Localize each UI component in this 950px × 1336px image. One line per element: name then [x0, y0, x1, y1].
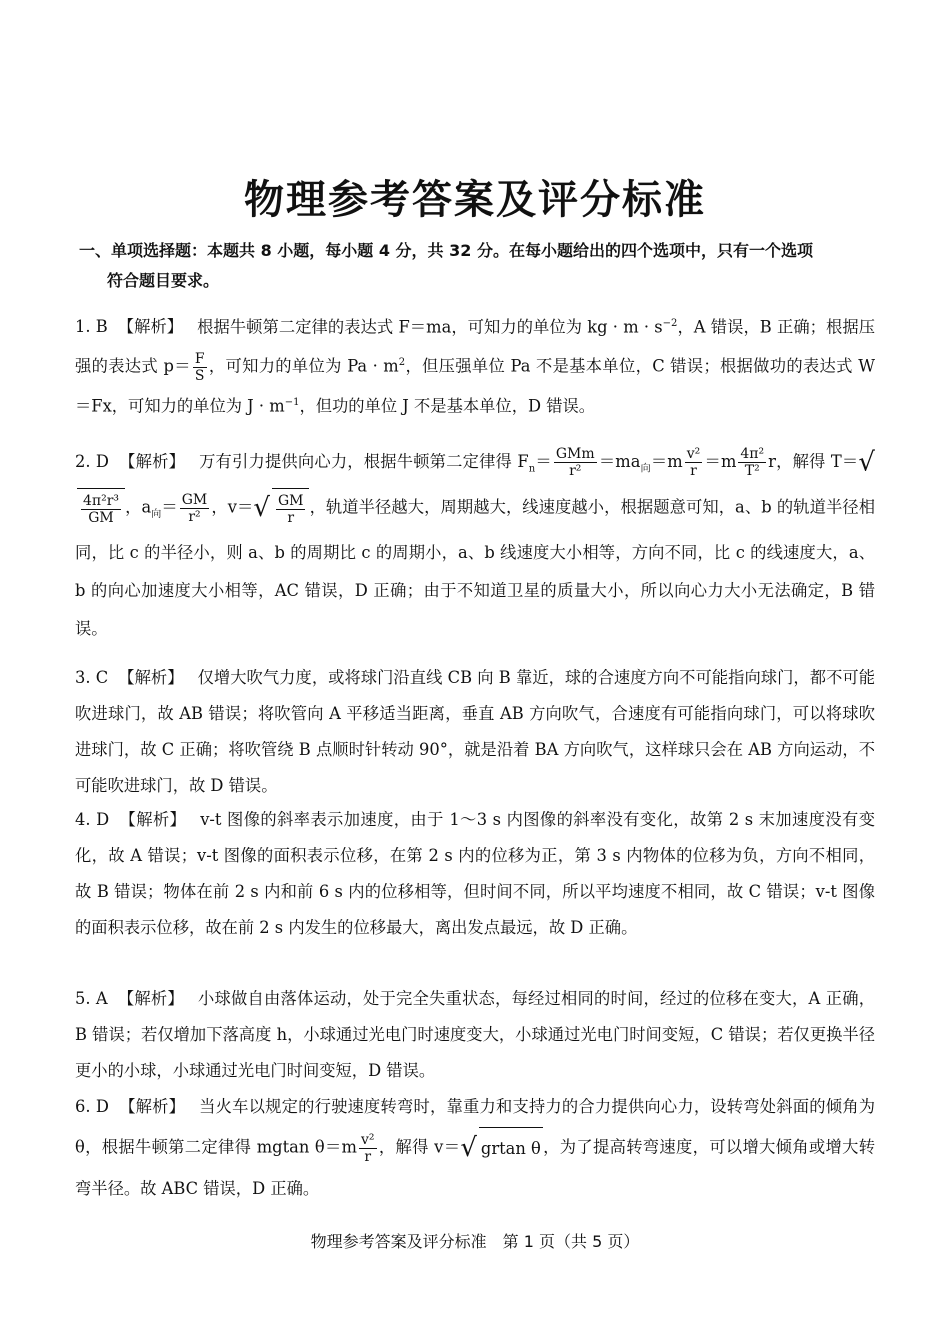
analysis-tag: 【解析】: [118, 668, 184, 687]
answer-2: 2. D 【解析】 万有引力提供向心力，根据牛顿第二定律得 $F_n=$ $\frac{\text{GMm}}{\text{r²}}$ $=ma_向=m$ $\frac{\text{v²}}{r}$ ＝m $\frac{\text{4π²}}{\text{T²}}$ r，解得 T＝√ $\frac{\text{4π²r³}}{GM}$ ，$a_向=$ $\frac{GM}{\text{r²}}$ ，v＝√ $\frac{GM}{r}$ ，轨道半径越大，周期越大，线速度越小，根据题意可知，a、b 的轨道半径相同，比 c 的半径小，则 a、b 的周期比 c 的周期小，a、b 线速度大小相等，方向不同，比 c 的线速度大，a、b 的向心加速度大小相等，AC 错误，D 正确；由于不知道卫星的质量大小，所以向心力大小无法确定，B 错误。: [75, 446, 875, 638]
answer-5: [75, 981, 875, 1089]
fraction-v2-over-r: $\frac{\text{v²}}{r}$: [361, 1131, 375, 1165]
analysis-tag: 【解析】: [119, 810, 187, 829]
answer-2-number: 2. D: [75, 452, 109, 471]
answer-5-text: 小球做自由落体运动，处于完全失重状态，每经过相同的时间，经过的位移在变大，A 正确，B 错误；若仅增加下落高度 h，小球通过光电门时速度变大，小球通过光电门时间变短，C 错误；若仅更换半径更小的小球，小球通过光电门时间变短，D 错误。: [75, 989, 875, 1080]
fraction-f-over-s: $\frac{F}{S}$: [194, 350, 205, 384]
answer-6-number: 6. D: [75, 1097, 109, 1116]
sqrt-symbol: √: [253, 493, 270, 524]
fraction-gm-over-r2: $\frac{GM}{\text{r²}}$: [181, 491, 208, 525]
section-heading-cont: 符合题目要求。: [107, 271, 220, 290]
answer-1: 1. B 【解析】 根据牛顿第二定律的表达式 F＝ma，可知力的单位为 kg · $m \cdot s^{-2}$，A 错误，B 正确；根据压强的表达式 p＝ $\frac{F}{S}$ ，可知力的单位为 $Pa \cdot m^2$，但压强单位 Pa 不是基本单位，C 错误；根据做功的表达式 W＝Fx，可知力的单位为 $J \cdot m^{-1}$，但功的单位 J 不是基本单位，D 错误。: [75, 317, 875, 416]
sqrt-symbol: √: [858, 447, 875, 478]
answer-6: 6. D 【解析】 当火车以规定的行驶速度转弯时，靠重力和支持力的合力提供向心力，设转弯处斜面的倾角为 θ，根据牛顿第二定律得 mgtan θ＝m $\frac{\text{v²}}{r}$ ，解得 v＝√ grtan θ ，为了提高转弯速度，可以增大倾角或增大转弯半径。故 ABC 错误，D 正确。: [75, 1097, 875, 1198]
answer-5-number: 5. A: [75, 989, 108, 1008]
answer-3: [75, 660, 875, 804]
page-title: 物理参考答案及评分标准: [244, 177, 706, 223]
answer-3-number: 3. C: [75, 668, 109, 687]
analysis-tag: 【解析】: [117, 989, 184, 1008]
answer-1-number: 1. B: [75, 317, 108, 337]
answer-4-text: v-t 图像的斜率表示加速度，由于 1～3 s 内图像的斜率没有变化，故第 2 s 末加速度没有变化，故 A 错误；v-t 图像的面积表示位移，在第 2 s 内的位移为正，第 3 s 内物体的位移为负，方向不相同，故 B 错误；物体在前 2 s 内和前 6 s 内的位移相等，但时间不同，所以平均速度不相同，故 C 错误；v-t 图像的面积表示位移，故在前 2 s 内发生的位移最大，离出发点最远，故 D 正确。: [75, 810, 875, 937]
analysis-tag: 【解析】: [118, 452, 186, 471]
sqrt-grtan: grtan θ: [479, 1127, 543, 1169]
fraction-v2-over-r: $\frac{\text{v²}}{r}$: [686, 446, 701, 479]
fraction-gmm-over-r2: $\frac{\text{GMm}}{\text{r²}}$: [555, 446, 595, 479]
section-heading: [79, 236, 879, 296]
answer-4: [75, 802, 875, 946]
fraction-4pi2-over-t2: $\frac{\text{4π²}}{\text{T²}}$: [740, 446, 765, 479]
answer-4-number: 4. D: [75, 810, 110, 829]
page-footer: 物理参考答案及评分标准 第 1 页（共 5 页）: [310, 1232, 640, 1251]
section-heading-text: 一、单项选择题：本题共 8 小题，每小题 4 分，共 32 分。在每小题给出的四个选项中，只有一个选项: [79, 241, 813, 260]
sqrt-velocity: $\frac{GM}{r}$: [272, 488, 310, 528]
answer-3-text: 仅增大吹气力度，或将球门沿直线 CB 向 B 靠近，球的合速度方向不可能指向球门，都不可能吹进球门，故 AB 错误；将吹管向 A 平移适当距离，垂直 AB 方向吹气，合速度有可能指向球门，可以将球吹进球门，故 C 正确；将吹管绕 B 点顺时针转动 90°，就是沿着 BA 方向吹气，这样球只会在 AB 方向运动，不可能吹进球门，故 D 错误。: [75, 668, 876, 795]
analysis-tag: 【解析】: [117, 317, 184, 337]
sqrt-period: $\frac{\text{4π²r³}}{GM}$: [77, 488, 125, 528]
sqrt-symbol: √: [460, 1133, 477, 1163]
analysis-tag: 【解析】: [118, 1097, 186, 1116]
